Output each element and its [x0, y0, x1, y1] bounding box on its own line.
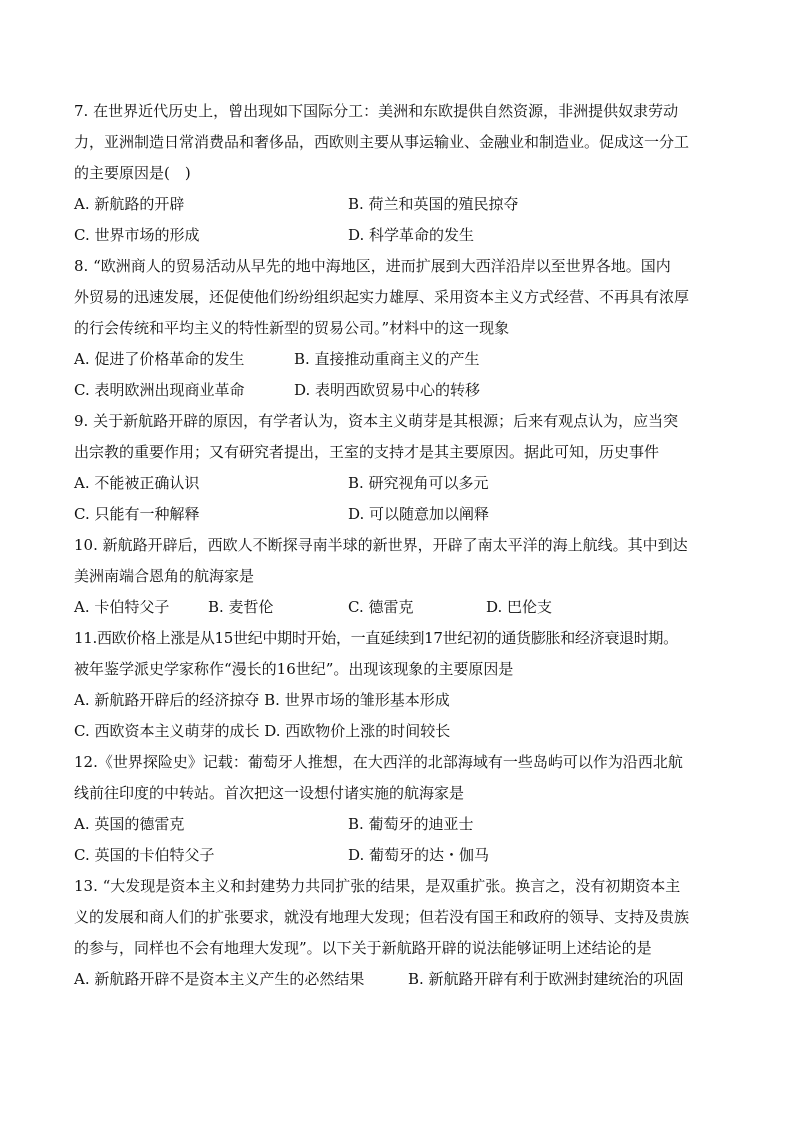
question-12-option-a[interactable]: A. 英国的德雷克 [74, 815, 185, 833]
question-9-stem-line-2: 出宗教的重要作用；又有研究者提出，王室的支持才是其主要原因。据此可知，历史事件 [74, 443, 660, 461]
question-12 [74, 747, 724, 871]
question-11-options-c-d[interactable]: C. 西欧资本主义萌芽的成长 D. 西欧物价上涨的时间较长 [74, 722, 451, 740]
question-13-option-b[interactable]: B. 新航路开辟有利于欧洲封建统治的巩固 [408, 970, 684, 988]
question-10-option-a[interactable]: A. 卡伯特父子 [74, 598, 170, 616]
question-13-option-a[interactable]: A. 新航路开辟不是资本主义产生的必然结果 [74, 970, 365, 988]
question-13-stem-line-3: 的参与，同样也不会有地理大发现”。以下关于新航路开辟的说法能够证明上述结论的是 [74, 939, 652, 957]
question-13 [74, 871, 724, 995]
question-12-options-row-1 [74, 809, 724, 840]
question-7-option-d[interactable]: D. 科学革命的发生 [348, 226, 475, 244]
question-10-option-d[interactable]: D. 巴伦支 [486, 598, 553, 616]
question-9 [74, 406, 724, 530]
question-7-option-a[interactable]: A. 新航路的开辟 [74, 195, 185, 213]
question-9-option-c[interactable]: C. 只能有一种解释 [74, 505, 200, 523]
question-12-option-d[interactable]: D. 葡萄牙的达・伽马 [348, 846, 490, 864]
question-9-options-row-1 [74, 468, 724, 499]
question-11-options-a-b[interactable]: A. 新航路开辟后的经济掠夺 B. 世界市场的雏形基本形成 [74, 691, 450, 709]
question-12-options-row-2 [74, 840, 724, 871]
question-8-option-b[interactable]: B. 直接推动重商主义的产生 [294, 350, 480, 368]
question-10-stem-line-1: 10. 新航路开辟后，西欧人不断探寻南半球的新世界，开辟了南太平洋的海上航线。其中到达 [74, 536, 688, 554]
question-8-options-row-1 [74, 344, 724, 375]
question-11-stem-line-1: 11.西欧价格上涨是从15世纪中期时开始，一直延续到17世纪初的通货膨胀和经济衰退时期。 [74, 629, 678, 647]
question-9-option-b[interactable]: B. 研究视角可以多元 [348, 474, 489, 492]
question-8-stem-line-2: 外贸易的迅速发展，还促使他们纷纷组织起实力雄厚、采用资本主义方式经营、不再具有浓厚 [74, 288, 690, 306]
question-9-option-a[interactable]: A. 不能被正确认识 [74, 474, 200, 492]
question-8-stem-line-1: 8. “欧洲商人的贸易活动从早先的地中海地区，进而扩展到大西洋沿岸以至世界各地。国内 [74, 257, 671, 275]
question-10-option-b[interactable]: B. 麦哲伦 [208, 598, 274, 616]
question-10-option-c[interactable]: C. 德雷克 [348, 598, 414, 616]
question-8 [74, 251, 724, 406]
question-11 [74, 623, 724, 747]
question-7-stem-line-1: 7. 在世界近代历史上，曾出现如下国际分工：美洲和东欧提供自然资源，非洲提供奴隶劳动 [74, 102, 679, 120]
question-13-stem-line-1: 13. “大发现是资本主义和封建势力共同扩张的结果，是双重扩张。换言之，没有初期资本主 [74, 877, 681, 895]
question-7-options-row-2 [74, 220, 724, 251]
question-7-stem-line-2: 力，亚洲制造日常消费品和奢侈品，西欧则主要从事运输业、金融业和制造业。促成这一分工 [74, 133, 690, 151]
question-7-stem-line-3: 的主要原因是( ) [74, 164, 191, 182]
question-11-options-row-2 [74, 716, 724, 747]
question-7 [74, 96, 724, 251]
question-11-options-row-1 [74, 685, 724, 716]
question-10-options-row [74, 592, 724, 623]
question-list [74, 96, 724, 995]
question-9-stem-line-1: 9. 关于新航路开辟的原因，有学者认为，资本主义萌芽是其根源；后来有观点认为，应当突 [74, 412, 679, 430]
question-8-option-a[interactable]: A. 促进了价格革命的发生 [74, 350, 245, 368]
question-11-stem-line-2: 被年鉴学派史学家称作“漫长的16世纪”。出现该现象的主要原因是 [74, 660, 514, 678]
question-13-options-row-1 [74, 964, 724, 995]
question-13-stem-line-2: 义的发展和商人们的扩张要求，就没有地理大发现；但若没有国王和政府的领导、支持及贵族 [74, 908, 690, 926]
question-8-option-d[interactable]: D. 表明西欧贸易中心的转移 [294, 381, 481, 399]
question-12-stem-line-1: 12.《世界探险史》记载：葡萄牙人推想，在大西洋的北部海域有一些岛屿可以作为沿西北航 [74, 753, 683, 771]
question-9-option-d[interactable]: D. 可以随意加以阐释 [348, 505, 490, 523]
question-8-options-row-2 [74, 375, 724, 406]
question-9-options-row-2 [74, 499, 724, 530]
question-10-stem-line-2: 美洲南端合恩角的航海家是 [74, 567, 255, 585]
question-10 [74, 530, 724, 623]
question-12-stem-line-2: 线前往印度的中转站。首次把这一设想付诸实施的航海家是 [74, 784, 465, 802]
question-8-option-c[interactable]: C. 表明欧洲出现商业革命 [74, 381, 245, 399]
question-7-option-b[interactable]: B. 荷兰和英国的殖民掠夺 [348, 195, 519, 213]
question-12-option-c[interactable]: C. 英国的卡伯特父子 [74, 846, 215, 864]
question-7-option-c[interactable]: C. 世界市场的形成 [74, 226, 200, 244]
question-7-options-row-1 [74, 189, 724, 220]
question-12-option-b[interactable]: B. 葡萄牙的迪亚士 [348, 815, 474, 833]
question-8-stem-line-3: 的行会传统和平均主义的特性新型的贸易公司。”材料中的这一现象 [74, 319, 510, 337]
